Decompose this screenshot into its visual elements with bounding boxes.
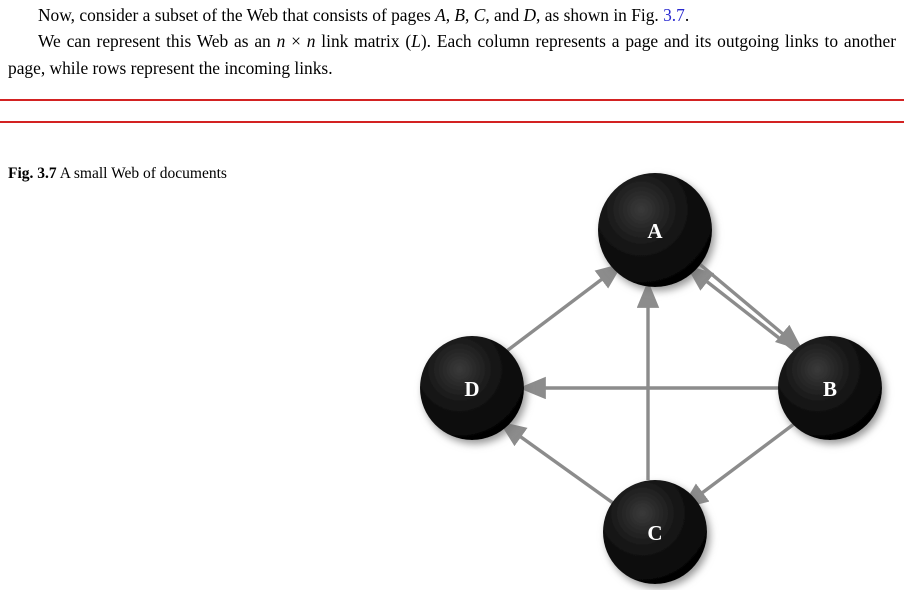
edge-a-to-b bbox=[690, 256, 802, 350]
body-text bbox=[8, 2, 896, 81]
red-underline-bottom bbox=[0, 121, 904, 123]
node-c-label: C bbox=[647, 521, 663, 545]
node-d-label: D bbox=[464, 377, 480, 401]
figure-caption-text: A small Web of documents bbox=[59, 165, 227, 182]
node-c[interactable] bbox=[603, 480, 707, 584]
page-var-d: D bbox=[523, 5, 537, 25]
edge-group bbox=[500, 256, 802, 508]
red-underline-top bbox=[0, 99, 904, 101]
var-l: L bbox=[411, 31, 421, 52]
figure-caption bbox=[8, 163, 258, 185]
page-var-b: B bbox=[454, 5, 466, 25]
figure-cross-reference[interactable]: 3.7 bbox=[663, 5, 685, 25]
paragraph-1: Now, consider a subset of the Web that consists of pages A, B, C, and D, as shown in Fig. 3.7. bbox=[38, 5, 690, 25]
edge-c-to-d bbox=[500, 422, 620, 508]
node-a-label: A bbox=[647, 219, 663, 243]
edge-d-to-a bbox=[500, 264, 622, 356]
var-n-1: n bbox=[276, 31, 286, 52]
page-var-c: C bbox=[473, 5, 486, 25]
node-a[interactable] bbox=[598, 173, 712, 287]
web-graph-svg bbox=[390, 160, 900, 590]
figure-graphic bbox=[390, 160, 900, 590]
paragraph-2: We can represent this Web as an n × n link matrix (L). Each column represents a page and its outgoing links to another page, while rows represent the incoming links. bbox=[8, 31, 897, 78]
node-b[interactable] bbox=[778, 336, 882, 440]
node-b-label: B bbox=[822, 377, 838, 401]
node-group bbox=[420, 173, 882, 584]
page-var-a: A bbox=[435, 5, 446, 25]
edge-b-to-a bbox=[687, 266, 802, 356]
var-n-2: n bbox=[306, 31, 316, 52]
edge-b-to-c bbox=[682, 418, 802, 508]
figure-caption-label: Fig. 3.7 bbox=[8, 165, 57, 182]
node-d[interactable] bbox=[420, 336, 524, 440]
